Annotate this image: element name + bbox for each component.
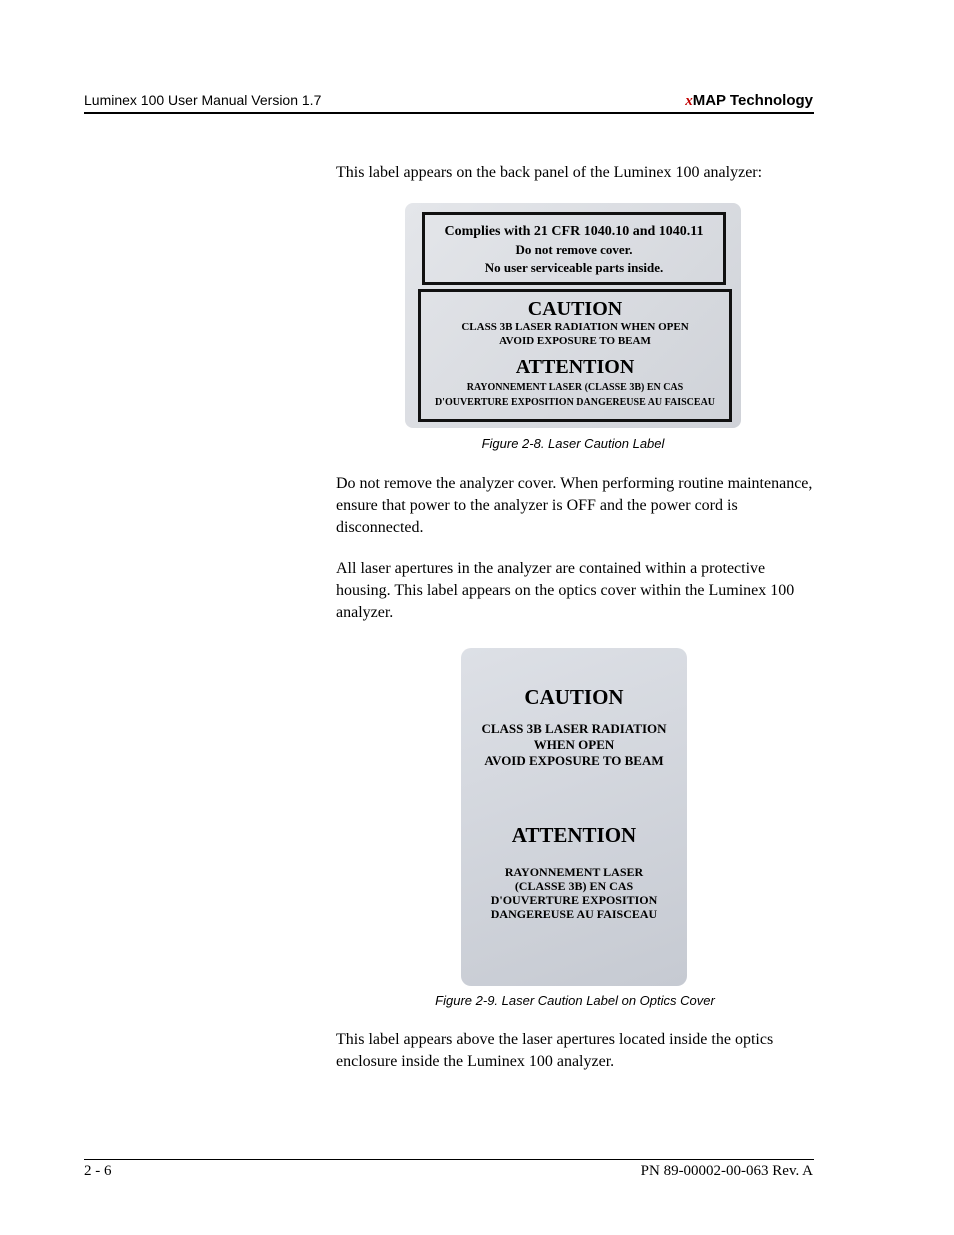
running-header-brand [685, 92, 813, 110]
part-number: PN 89-00002-00-063 Rev. A [640, 1163, 813, 1179]
intro-paragraph: This label appears on the back panel of the Luminex 100 analyzer: [336, 164, 763, 181]
laser-caution-label-image [405, 203, 741, 428]
cover-paragraph: Do not remove the analyzer cover. When performing routine maintenance, ensure that power to the analyzer is OFF and the power cord is disconnected. [336, 475, 813, 536]
attention-line-1: RAYONNEMENT LASER (CLASSE 3B) EN CAS [466, 382, 684, 393]
footer-rule [84, 1159, 814, 1160]
attention-line-1: RAYONNEMENT LASER [504, 865, 644, 879]
caution-line-1: CLASS 3B LASER RADIATION WHEN OPEN [461, 321, 689, 333]
caution-heading: CAUTION [524, 685, 624, 709]
cover-line: Do not remove cover. [515, 242, 633, 257]
caution-box [418, 289, 732, 422]
optics-cover-label-image [461, 648, 687, 986]
page-number: 2 - 6 [84, 1163, 112, 1179]
attention-line-2: (CLASSE 3B) EN CAS [514, 879, 634, 893]
attention-line-2: D'OUVERTURE EXPOSITION DANGEREUSE AU FAISCEAU [434, 397, 716, 408]
final-paragraph: This label appears above the laser apertures located inside the optics enclosure inside the Luminex 100 analyzer. [336, 1031, 774, 1070]
compliance-box [422, 212, 726, 285]
figure-2-8-caption: Figure 2-8. Laser Caution Label [481, 436, 665, 451]
brand-rest: MAP Technology [692, 92, 813, 109]
attention-line-4: DANGEREUSE AU FAISCEAU [490, 907, 658, 921]
caution-line-2: AVOID EXPOSURE TO BEAM [499, 335, 651, 347]
parts-line: No user serviceable parts inside. [484, 260, 664, 275]
running-header-title: Luminex 100 User Manual Version 1.7 [84, 92, 322, 108]
figure-2-9-caption: Figure 2-9. Laser Caution Label on Optics Cover [435, 993, 715, 1008]
caution-line-3: AVOID EXPOSURE TO BEAM [484, 753, 664, 768]
caution-line-2: WHEN OPEN [533, 737, 615, 752]
attention-heading: ATTENTION [511, 823, 637, 847]
attention-heading: ATTENTION [515, 356, 635, 378]
apertures-paragraph: All laser apertures in the analyzer are contained within a protective housing. This label appears on the optics cover within the Luminex 100 analyzer. [336, 560, 795, 621]
caution-line-1: CLASS 3B LASER RADIATION [481, 721, 667, 736]
compliance-line: Complies with 21 CFR 1040.10 and 1040.11 [444, 224, 704, 239]
header-rule [84, 112, 814, 114]
caution-heading: CAUTION [527, 298, 623, 320]
attention-line-3: D'OUVERTURE EXPOSITION [490, 893, 658, 907]
brand-x: x [685, 93, 693, 109]
